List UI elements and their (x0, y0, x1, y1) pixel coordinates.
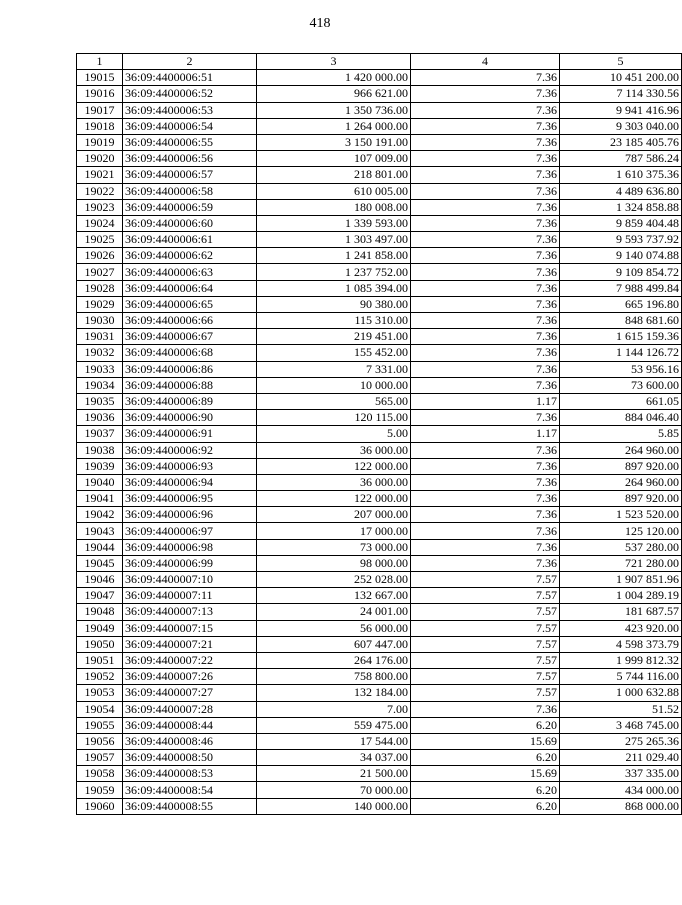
table-row (77, 523, 682, 539)
area-value-cell: 24 001.00 (257, 604, 411, 620)
rate-value-cell: 7.57 (411, 685, 560, 701)
rate-value-cell: 7.36 (411, 555, 560, 571)
column-header: 1 (77, 54, 123, 70)
row-number-cell: 19043 (77, 523, 123, 539)
rate-value-cell: 7.57 (411, 636, 560, 652)
area-value-cell: 56 000.00 (257, 620, 411, 636)
row-number-cell: 19057 (77, 750, 123, 766)
cadastral-number-cell: 36:09:4400006:53 (123, 102, 257, 118)
row-number-cell: 19055 (77, 717, 123, 733)
total-value-cell: 1 610 375.36 (560, 167, 682, 183)
cadastral-number-cell: 36:09:4400008:54 (123, 782, 257, 798)
total-value-cell: 1 907 851.96 (560, 572, 682, 588)
table-row (77, 604, 682, 620)
area-value-cell: 3 150 191.00 (257, 134, 411, 150)
rate-value-cell: 7.36 (411, 199, 560, 215)
total-value-cell: 7 988 499.84 (560, 280, 682, 296)
cadastral-number-cell: 36:09:4400006:92 (123, 442, 257, 458)
table-row (77, 410, 682, 426)
row-number-cell: 19059 (77, 782, 123, 798)
area-value-cell: 207 000.00 (257, 507, 411, 523)
rate-value-cell: 7.36 (411, 507, 560, 523)
total-value-cell: 337 335.00 (560, 766, 682, 782)
area-value-cell: 17 544.00 (257, 733, 411, 749)
table-row (77, 393, 682, 409)
total-value-cell: 53 956.16 (560, 361, 682, 377)
area-value-cell: 90 380.00 (257, 296, 411, 312)
row-number-cell: 19034 (77, 377, 123, 393)
rate-value-cell: 6.20 (411, 717, 560, 733)
rate-value-cell: 7.36 (411, 86, 560, 102)
cadastral-number-cell: 36:09:4400006:52 (123, 86, 257, 102)
area-value-cell: 36 000.00 (257, 442, 411, 458)
cadastral-number-cell: 36:09:4400006:68 (123, 345, 257, 361)
cadastral-number-cell: 36:09:4400008:55 (123, 798, 257, 814)
cadastral-number-cell: 36:09:4400008:53 (123, 766, 257, 782)
rate-value-cell: 6.20 (411, 782, 560, 798)
table-row (77, 507, 682, 523)
row-number-cell: 19025 (77, 232, 123, 248)
row-number-cell: 19026 (77, 248, 123, 264)
total-value-cell: 1 324 858.88 (560, 199, 682, 215)
cadastral-number-cell: 36:09:4400006:57 (123, 167, 257, 183)
cadastral-number-cell: 36:09:4400006:60 (123, 215, 257, 231)
rate-value-cell: 7.36 (411, 442, 560, 458)
table-row (77, 766, 682, 782)
area-value-cell: 565.00 (257, 393, 411, 409)
row-number-cell: 19027 (77, 264, 123, 280)
cadastral-number-cell: 36:09:4400006:90 (123, 410, 257, 426)
cadastral-number-cell: 36:09:4400007:28 (123, 701, 257, 717)
row-number-cell: 19017 (77, 102, 123, 118)
row-number-cell: 19056 (77, 733, 123, 749)
cadastral-number-cell: 36:09:4400008:50 (123, 750, 257, 766)
row-number-cell: 19060 (77, 798, 123, 814)
rate-value-cell: 7.57 (411, 652, 560, 668)
rate-value-cell: 7.36 (411, 523, 560, 539)
area-value-cell: 34 037.00 (257, 750, 411, 766)
row-number-cell: 19036 (77, 410, 123, 426)
area-value-cell: 155 452.00 (257, 345, 411, 361)
area-value-cell: 264 176.00 (257, 652, 411, 668)
row-number-cell: 19044 (77, 539, 123, 555)
rate-value-cell: 15.69 (411, 733, 560, 749)
rate-value-cell: 7.36 (411, 248, 560, 264)
rate-value-cell: 7.36 (411, 280, 560, 296)
row-number-cell: 19019 (77, 134, 123, 150)
cadastral-number-cell: 36:09:4400006:59 (123, 199, 257, 215)
page-number: 418 (309, 16, 331, 31)
table-row (77, 280, 682, 296)
cadastral-number-cell: 36:09:4400006:51 (123, 70, 257, 86)
area-value-cell: 218 801.00 (257, 167, 411, 183)
rate-value-cell: 7.36 (411, 313, 560, 329)
rate-value-cell: 7.36 (411, 151, 560, 167)
row-number-cell: 19033 (77, 361, 123, 377)
total-value-cell: 73 600.00 (560, 377, 682, 393)
row-number-cell: 19040 (77, 474, 123, 490)
cadastral-number-cell: 36:09:4400006:91 (123, 426, 257, 442)
total-value-cell: 787 586.24 (560, 151, 682, 167)
area-value-cell: 36 000.00 (257, 474, 411, 490)
cadastral-number-cell: 36:09:4400007:15 (123, 620, 257, 636)
area-value-cell: 1 085 394.00 (257, 280, 411, 296)
cadastral-value-table (76, 53, 682, 815)
total-value-cell: 897 920.00 (560, 458, 682, 474)
table-row (77, 167, 682, 183)
row-number-cell: 19038 (77, 442, 123, 458)
row-number-cell: 19046 (77, 572, 123, 588)
cadastral-number-cell: 36:09:4400006:61 (123, 232, 257, 248)
area-value-cell: 122 000.00 (257, 458, 411, 474)
total-value-cell: 9 941 416.96 (560, 102, 682, 118)
cadastral-number-cell: 36:09:4400006:56 (123, 151, 257, 167)
area-value-cell: 132 184.00 (257, 685, 411, 701)
total-value-cell: 10 451 200.00 (560, 70, 682, 86)
table-row (77, 199, 682, 215)
cadastral-number-cell: 36:09:4400006:89 (123, 393, 257, 409)
table-row (77, 442, 682, 458)
table-row (77, 118, 682, 134)
rate-value-cell: 7.36 (411, 70, 560, 86)
table-row (77, 717, 682, 733)
cadastral-number-cell: 36:09:4400006:94 (123, 474, 257, 490)
table-row (77, 652, 682, 668)
row-number-cell: 19018 (77, 118, 123, 134)
row-number-cell: 19022 (77, 183, 123, 199)
row-number-cell: 19045 (77, 555, 123, 571)
rate-value-cell: 7.36 (411, 215, 560, 231)
rate-value-cell: 7.36 (411, 329, 560, 345)
total-value-cell: 848 681.60 (560, 313, 682, 329)
row-number-cell: 19048 (77, 604, 123, 620)
cadastral-number-cell: 36:09:4400006:67 (123, 329, 257, 345)
rate-value-cell: 7.36 (411, 296, 560, 312)
cadastral-number-cell: 36:09:4400007:26 (123, 669, 257, 685)
cadastral-number-cell: 36:09:4400006:64 (123, 280, 257, 296)
rate-value-cell: 7.36 (411, 118, 560, 134)
total-value-cell: 423 920.00 (560, 620, 682, 636)
column-header: 4 (411, 54, 560, 70)
area-value-cell: 252 028.00 (257, 572, 411, 588)
row-number-cell: 19052 (77, 669, 123, 685)
row-number-cell: 19053 (77, 685, 123, 701)
area-value-cell: 1 350 736.00 (257, 102, 411, 118)
cadastral-number-cell: 36:09:4400007:21 (123, 636, 257, 652)
area-value-cell: 132 667.00 (257, 588, 411, 604)
table-row (77, 733, 682, 749)
row-number-cell: 19058 (77, 766, 123, 782)
table-row (77, 134, 682, 150)
cadastral-number-cell: 36:09:4400007:11 (123, 588, 257, 604)
rate-value-cell: 7.57 (411, 604, 560, 620)
row-number-cell: 19021 (77, 167, 123, 183)
row-number-cell: 19030 (77, 313, 123, 329)
row-number-cell: 19016 (77, 86, 123, 102)
table-row (77, 701, 682, 717)
total-value-cell: 1 615 159.36 (560, 329, 682, 345)
cadastral-number-cell: 36:09:4400006:66 (123, 313, 257, 329)
table-row (77, 750, 682, 766)
total-value-cell: 211 029.40 (560, 750, 682, 766)
row-number-cell: 19041 (77, 491, 123, 507)
total-value-cell: 1 000 632.88 (560, 685, 682, 701)
table-row (77, 539, 682, 555)
table-row (77, 151, 682, 167)
total-value-cell: 264 960.00 (560, 474, 682, 490)
row-number-cell: 19020 (77, 151, 123, 167)
total-value-cell: 537 280.00 (560, 539, 682, 555)
table-row (77, 183, 682, 199)
area-value-cell: 7.00 (257, 701, 411, 717)
column-header: 3 (257, 54, 411, 70)
area-value-cell: 610 005.00 (257, 183, 411, 199)
total-value-cell: 1 523 520.00 (560, 507, 682, 523)
total-value-cell: 23 185 405.76 (560, 134, 682, 150)
rate-value-cell: 7.36 (411, 167, 560, 183)
area-value-cell: 140 000.00 (257, 798, 411, 814)
table-row (77, 798, 682, 814)
table-body (77, 70, 682, 815)
total-value-cell: 661.05 (560, 393, 682, 409)
total-value-cell: 1 004 289.19 (560, 588, 682, 604)
table-row (77, 572, 682, 588)
rate-value-cell: 7.57 (411, 620, 560, 636)
cadastral-number-cell: 36:09:4400006:99 (123, 555, 257, 571)
cadastral-number-cell: 36:09:4400006:62 (123, 248, 257, 264)
table-row (77, 588, 682, 604)
table-row (77, 669, 682, 685)
total-value-cell: 275 265.36 (560, 733, 682, 749)
total-value-cell: 125 120.00 (560, 523, 682, 539)
area-value-cell: 17 000.00 (257, 523, 411, 539)
area-value-cell: 70 000.00 (257, 782, 411, 798)
table-header-row (77, 54, 682, 70)
rate-value-cell: 7.36 (411, 410, 560, 426)
table-row (77, 636, 682, 652)
cadastral-number-cell: 36:09:4400007:13 (123, 604, 257, 620)
area-value-cell: 180 008.00 (257, 199, 411, 215)
cadastral-number-cell: 36:09:4400006:96 (123, 507, 257, 523)
total-value-cell: 868 000.00 (560, 798, 682, 814)
row-number-cell: 19050 (77, 636, 123, 652)
rate-value-cell: 7.57 (411, 572, 560, 588)
table-row (77, 215, 682, 231)
total-value-cell: 264 960.00 (560, 442, 682, 458)
table-row (77, 555, 682, 571)
area-value-cell: 1 237 752.00 (257, 264, 411, 280)
table-row (77, 86, 682, 102)
table-row (77, 474, 682, 490)
rate-value-cell: 7.36 (411, 134, 560, 150)
total-value-cell: 721 280.00 (560, 555, 682, 571)
cadastral-number-cell: 36:09:4400006:54 (123, 118, 257, 134)
rate-value-cell: 7.36 (411, 701, 560, 717)
cadastral-number-cell: 36:09:4400006:88 (123, 377, 257, 393)
table-row (77, 296, 682, 312)
row-number-cell: 19049 (77, 620, 123, 636)
cadastral-number-cell: 36:09:4400008:46 (123, 733, 257, 749)
total-value-cell: 5 744 116.00 (560, 669, 682, 685)
total-value-cell: 9 109 854.72 (560, 264, 682, 280)
table-row (77, 361, 682, 377)
area-value-cell: 73 000.00 (257, 539, 411, 555)
area-value-cell: 7 331.00 (257, 361, 411, 377)
rate-value-cell: 7.57 (411, 669, 560, 685)
rate-value-cell: 1.17 (411, 426, 560, 442)
area-value-cell: 5.00 (257, 426, 411, 442)
cadastral-number-cell: 36:09:4400008:44 (123, 717, 257, 733)
total-value-cell: 1 999 812.32 (560, 652, 682, 668)
cadastral-number-cell: 36:09:4400006:58 (123, 183, 257, 199)
total-value-cell: 1 144 126.72 (560, 345, 682, 361)
table-row (77, 491, 682, 507)
row-number-cell: 19039 (77, 458, 123, 474)
area-value-cell: 1 241 858.00 (257, 248, 411, 264)
rate-value-cell: 7.36 (411, 361, 560, 377)
total-value-cell: 884 046.40 (560, 410, 682, 426)
total-value-cell: 665 196.80 (560, 296, 682, 312)
row-number-cell: 19024 (77, 215, 123, 231)
area-value-cell: 559 475.00 (257, 717, 411, 733)
total-value-cell: 3 468 745.00 (560, 717, 682, 733)
total-value-cell: 9 140 074.88 (560, 248, 682, 264)
cadastral-number-cell: 36:09:4400007:10 (123, 572, 257, 588)
row-number-cell: 19042 (77, 507, 123, 523)
area-value-cell: 10 000.00 (257, 377, 411, 393)
table-row (77, 232, 682, 248)
cadastral-number-cell: 36:09:4400007:22 (123, 652, 257, 668)
cadastral-number-cell: 36:09:4400006:63 (123, 264, 257, 280)
row-number-cell: 19032 (77, 345, 123, 361)
total-value-cell: 5.85 (560, 426, 682, 442)
area-value-cell: 115 310.00 (257, 313, 411, 329)
cadastral-number-cell: 36:09:4400006:86 (123, 361, 257, 377)
table-row (77, 377, 682, 393)
total-value-cell: 7 114 330.56 (560, 86, 682, 102)
total-value-cell: 4 489 636.80 (560, 183, 682, 199)
table-row (77, 458, 682, 474)
row-number-cell: 19051 (77, 652, 123, 668)
rate-value-cell: 7.57 (411, 588, 560, 604)
rate-value-cell: 6.20 (411, 750, 560, 766)
rate-value-cell: 7.36 (411, 491, 560, 507)
total-value-cell: 9 303 040.00 (560, 118, 682, 134)
area-value-cell: 21 500.00 (257, 766, 411, 782)
table-row (77, 102, 682, 118)
table-row (77, 620, 682, 636)
cadastral-number-cell: 36:09:4400006:98 (123, 539, 257, 555)
cadastral-number-cell: 36:09:4400006:65 (123, 296, 257, 312)
area-value-cell: 1 303 497.00 (257, 232, 411, 248)
table-row (77, 248, 682, 264)
area-value-cell: 98 000.00 (257, 555, 411, 571)
cadastral-number-cell: 36:09:4400006:95 (123, 491, 257, 507)
row-number-cell: 19037 (77, 426, 123, 442)
row-number-cell: 19028 (77, 280, 123, 296)
rate-value-cell: 7.36 (411, 232, 560, 248)
rate-value-cell: 6.20 (411, 798, 560, 814)
column-header: 5 (560, 54, 682, 70)
total-value-cell: 181 687.57 (560, 604, 682, 620)
rate-value-cell: 15.69 (411, 766, 560, 782)
column-header: 2 (123, 54, 257, 70)
rate-value-cell: 7.36 (411, 539, 560, 555)
total-value-cell: 9 593 737.92 (560, 232, 682, 248)
row-number-cell: 19035 (77, 393, 123, 409)
area-value-cell: 1 264 000.00 (257, 118, 411, 134)
row-number-cell: 19023 (77, 199, 123, 215)
total-value-cell: 51.52 (560, 701, 682, 717)
area-value-cell: 107 009.00 (257, 151, 411, 167)
area-value-cell: 758 800.00 (257, 669, 411, 685)
area-value-cell: 120 115.00 (257, 410, 411, 426)
rate-value-cell: 7.36 (411, 183, 560, 199)
row-number-cell: 19031 (77, 329, 123, 345)
cadastral-number-cell: 36:09:4400007:27 (123, 685, 257, 701)
rate-value-cell: 7.36 (411, 458, 560, 474)
total-value-cell: 9 859 404.48 (560, 215, 682, 231)
table-row (77, 345, 682, 361)
rate-value-cell: 7.36 (411, 474, 560, 490)
table-row (77, 70, 682, 86)
total-value-cell: 434 000.00 (560, 782, 682, 798)
area-value-cell: 1 339 593.00 (257, 215, 411, 231)
row-number-cell: 19047 (77, 588, 123, 604)
table-row (77, 782, 682, 798)
rate-value-cell: 7.36 (411, 345, 560, 361)
rate-value-cell: 7.36 (411, 377, 560, 393)
area-value-cell: 966 621.00 (257, 86, 411, 102)
rate-value-cell: 1.17 (411, 393, 560, 409)
table-row (77, 329, 682, 345)
rate-value-cell: 7.36 (411, 264, 560, 280)
area-value-cell: 219 451.00 (257, 329, 411, 345)
table-row (77, 685, 682, 701)
rate-value-cell: 7.36 (411, 102, 560, 118)
row-number-cell: 19029 (77, 296, 123, 312)
cadastral-number-cell: 36:09:4400006:55 (123, 134, 257, 150)
cadastral-number-cell: 36:09:4400006:97 (123, 523, 257, 539)
row-number-cell: 19054 (77, 701, 123, 717)
area-value-cell: 1 420 000.00 (257, 70, 411, 86)
area-value-cell: 122 000.00 (257, 491, 411, 507)
table-row (77, 264, 682, 280)
row-number-cell: 19015 (77, 70, 123, 86)
table-row (77, 426, 682, 442)
area-value-cell: 607 447.00 (257, 636, 411, 652)
total-value-cell: 897 920.00 (560, 491, 682, 507)
cadastral-number-cell: 36:09:4400006:93 (123, 458, 257, 474)
total-value-cell: 4 598 373.79 (560, 636, 682, 652)
table-row (77, 313, 682, 329)
